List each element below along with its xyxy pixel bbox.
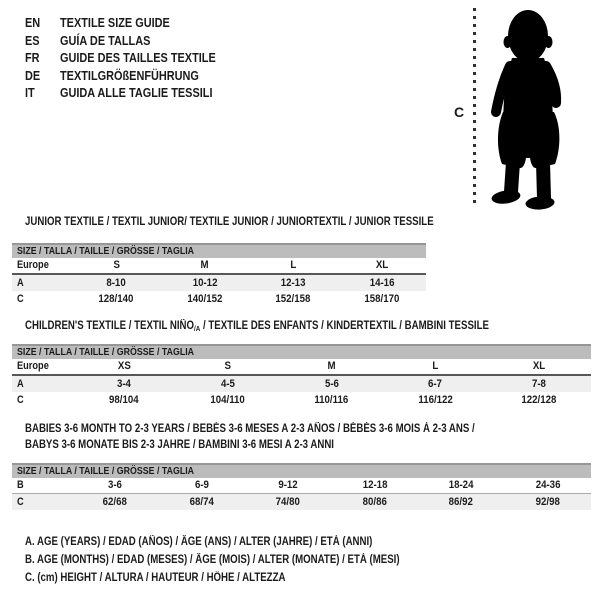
cell-text: 86/92 [449, 496, 474, 508]
table-row [12, 359, 591, 376]
cell-text: 24-36 [535, 479, 561, 491]
cell-text: 14-16 [369, 277, 395, 289]
table-cell [72, 359, 176, 374]
cell-text: 6-7 [428, 378, 443, 390]
title-post: / TEXTILE DES ENFANTS / KINDERTEXTIL / BAMBINI TESSILE [200, 320, 489, 332]
table-cell [505, 478, 592, 493]
cell-text: 140/152 [187, 293, 223, 305]
footnote-list [25, 533, 471, 587]
cell-text: S [113, 259, 120, 271]
table-cell [383, 376, 487, 392]
cell-text: 4-5 [220, 378, 235, 390]
cell-text: 5-6 [324, 378, 339, 390]
table-cell [383, 392, 487, 408]
size-header-text: SIZE / TALLA / TAILLE / GRÖSSE / TAGLIA [17, 465, 195, 477]
language-title-list [25, 14, 245, 102]
table-cell [338, 291, 427, 307]
cell-text: A [17, 378, 24, 390]
language-row [25, 84, 245, 102]
table-cell [72, 494, 159, 510]
table-row [12, 376, 591, 392]
cell-text: 128/140 [98, 293, 134, 305]
table-cell [332, 478, 419, 493]
row-label-cell [12, 478, 72, 493]
table-cell [72, 275, 161, 291]
cell-text: XS [117, 360, 131, 372]
section-title-babies [25, 421, 560, 453]
table-cell [280, 359, 384, 374]
cell-text: 104/110 [210, 394, 245, 406]
row-label-cell [12, 359, 72, 374]
language-row [25, 32, 245, 50]
table-row [12, 478, 591, 494]
row-label-cell [12, 291, 72, 307]
cell-text: B [17, 479, 24, 491]
cell-text: L [290, 259, 297, 271]
language-code: EN [25, 15, 41, 30]
cell-text: 7-8 [532, 378, 547, 390]
table-cell [161, 291, 250, 307]
footnote [25, 569, 471, 587]
cell-text: L [432, 360, 439, 372]
cell-text: 10-12 [192, 277, 218, 289]
table-row [12, 392, 591, 408]
cell-text: 110/116 [314, 394, 349, 406]
cell-text: 116/122 [418, 394, 453, 406]
language-title: GUIDA ALLE TAGLIE TESSILI [60, 85, 213, 101]
table-cell [280, 392, 384, 408]
table-cell [249, 258, 338, 273]
cell-text: 98/104 [109, 394, 139, 406]
section-title-text: JUNIOR TEXTILE / TEXTIL JUNIOR/ TEXTILE JUNIOR / JUNIORTEXTIL / JUNIOR TESSILE [25, 216, 434, 228]
table-cell [487, 376, 591, 392]
title-subscript: /A [194, 324, 201, 333]
language-code: DE [25, 67, 41, 83]
table-cell [72, 376, 176, 392]
table-cell [338, 275, 427, 291]
cell-text: 9-12 [278, 479, 298, 491]
table-cell [280, 376, 384, 392]
cell-text: Europe [17, 360, 49, 372]
table-cell [245, 478, 332, 493]
row-label-cell [12, 494, 72, 510]
cell-text: M [200, 259, 209, 271]
size-header-text: SIZE / TALLA / TAILLE / GRÖSSE / TAGLIA [17, 245, 195, 257]
table-cell [418, 494, 505, 510]
size-header-bar [12, 463, 591, 478]
cell-text: XL [532, 360, 546, 372]
language-code: IT [25, 85, 35, 101]
table-row [12, 275, 426, 291]
table-cell [487, 359, 591, 374]
table-cell [249, 275, 338, 291]
size-header-bar [12, 344, 591, 359]
row-label-cell [12, 392, 72, 408]
cell-text: 3-4 [116, 378, 131, 390]
cell-text: XL [375, 259, 388, 271]
language-row [25, 49, 245, 67]
footnote-text: B. AGE (MONTHS) / EDAD (MESES) / ÂGE (MOIS) / ALTER (MONATE) / ETÀ (MESI) [25, 554, 400, 566]
table-cell [487, 392, 591, 408]
babies-size-table [12, 463, 591, 510]
row-label-cell [12, 275, 72, 291]
size-header-bar [12, 243, 426, 258]
cell-text: 3-6 [108, 479, 123, 491]
table-cell [383, 359, 487, 374]
cell-text: 92/98 [535, 496, 560, 508]
cell-text: S [224, 360, 231, 372]
table-cell [505, 494, 592, 510]
cell-text: 6-9 [194, 479, 209, 491]
cell-text: 62/68 [103, 496, 128, 508]
section-title-text [25, 318, 489, 337]
section-title-children [25, 318, 577, 337]
language-title: GUIDE DES TAILLES TEXTILE [60, 50, 216, 66]
cell-text: 74/80 [276, 496, 301, 508]
footnote [25, 551, 471, 569]
toddler-silhouette-icon [483, 6, 575, 212]
title-line-1: BABIES 3-6 MONTH TO 2-3 YEARS / BEBÉS 3-6 MESES A 2-3 AÑOS / BÉBÉS 3-6 MOIS À 2-3 ANS / [25, 423, 475, 435]
language-row [25, 14, 245, 32]
cell-text: 158/170 [364, 293, 400, 305]
table-cell [72, 291, 161, 307]
cell-text: 80/86 [362, 496, 387, 508]
table-cell [176, 392, 280, 408]
cell-text: 18-24 [448, 479, 474, 491]
footnote-text: A. AGE (YEARS) / EDAD (AÑOS) / ÂGE (ANS) / ALTER (JAHRE) / ETÀ (ANNI) [25, 536, 373, 548]
cell-text: 152/158 [275, 293, 311, 305]
table-cell [249, 291, 338, 307]
table-cell [332, 494, 419, 510]
cell-text: C [17, 394, 24, 406]
table-cell [161, 275, 250, 291]
table-cell [159, 494, 246, 510]
language-title: TEXTILE SIZE GUIDE [60, 15, 170, 30]
table-cell [176, 376, 280, 392]
cell-text: Europe [17, 259, 49, 271]
table-cell [418, 478, 505, 493]
table-cell [176, 359, 280, 374]
height-dimension-dotted-line [473, 8, 476, 206]
height-dimension-label: C [454, 104, 465, 120]
row-label-cell [12, 258, 72, 273]
size-header-text: SIZE / TALLA / TAILLE / GRÖSSE / TAGLIA [17, 346, 195, 358]
cell-text: 8-10 [106, 277, 126, 289]
language-code: FR [25, 50, 40, 66]
children-size-table [12, 344, 591, 408]
title-line-2: BABYS 3-6 MONATE BIS 2-3 JAHRE / BAMBINI 3-6 MESI A 2-3 ANNI [25, 439, 334, 451]
cell-text: 12-13 [280, 277, 306, 289]
row-label-cell [12, 376, 72, 392]
cell-text: C [17, 496, 24, 508]
language-row [25, 67, 245, 85]
junior-size-table [12, 243, 426, 307]
cell-text: M [327, 360, 336, 372]
language-title: GUÍA DE TALLAS [60, 32, 151, 48]
table-row [12, 291, 426, 307]
language-code: ES [25, 32, 40, 48]
table-row [12, 258, 426, 275]
table-row [12, 494, 591, 510]
table-cell [245, 494, 332, 510]
table-cell [159, 478, 246, 493]
cell-text: 68/74 [189, 496, 214, 508]
cell-text: A [17, 277, 24, 289]
section-title-junior [25, 214, 511, 230]
cell-text: C [17, 293, 24, 305]
footnote-text: C. (cm) HEIGHT / ALTURA / HAUTEUR / HÖHE / ALTEZZA [25, 572, 286, 584]
table-cell [72, 258, 161, 273]
title-pre: CHILDREN'S TEXTILE / TEXTIL NIÑO [25, 320, 195, 332]
cell-text: 12-18 [362, 479, 388, 491]
table-cell [72, 392, 176, 408]
table-cell [161, 258, 250, 273]
cell-text: 122/128 [521, 394, 557, 406]
table-cell [72, 478, 159, 493]
table-cell [338, 258, 427, 273]
language-title: TEXTILGRÖßENFÜHRUNG [60, 67, 199, 83]
footnote [25, 533, 471, 551]
